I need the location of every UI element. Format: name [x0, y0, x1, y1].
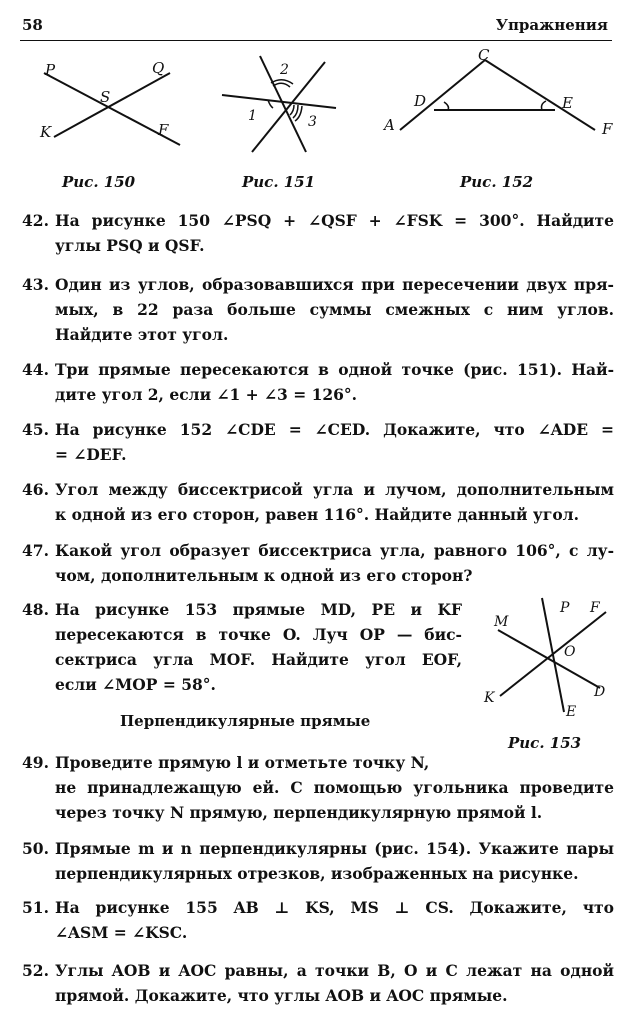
label-3: 3	[308, 114, 317, 130]
problem-44: 44. Три прямые пересекаются в одной точке (рис. 151). Най- дите угол 2, если ∠1 + ∠3 = 126°.	[22, 357, 614, 407]
label-c: C	[478, 46, 490, 64]
figure-152	[380, 48, 620, 148]
header-rule	[20, 40, 612, 41]
page-number: 58	[22, 16, 43, 34]
figure-153	[478, 592, 618, 722]
problem-number: 50.	[22, 839, 49, 858]
figure-150	[30, 55, 190, 165]
label-1: 1	[248, 108, 257, 124]
label-f: F	[590, 600, 600, 616]
label-f: F	[158, 121, 169, 139]
problem-number: 49.	[22, 753, 49, 772]
caption-fig-151: Рис. 151	[242, 173, 316, 191]
label-p: P	[560, 600, 570, 616]
label-2: 2	[280, 62, 289, 78]
problem-42: 42. На рисунке 150 ∠PSQ + ∠QSF + ∠FSK = 300°. Найдите углы PSQ и QSF.	[22, 208, 614, 258]
problem-48: 48. На рисунке 153 прямые MD, PE и KF пересекаются в точке O. Луч OP — бис- сектриса угла MOF. Найдите угол EOF, если ∠MOP = 58°.	[22, 597, 462, 697]
problem-47: 47. Какой угол образует биссектриса угла, равного 106°, с лу- чом, дополнительным к одной из его сторон?	[22, 538, 614, 588]
segment-cf	[485, 60, 595, 130]
label-o: O	[564, 644, 576, 660]
arc-e	[542, 101, 547, 110]
problem-46: 46. Угол между биссектрисой угла и лучом, дополнительным к одной из его сторон, равен 116°. Найдите данный угол.	[22, 477, 614, 527]
problem-number: 44.	[22, 360, 49, 379]
label-f: F	[602, 120, 613, 138]
problem-52: 52. Углы AOB и AOC равны, а точки B, O и C лежат на одной прямой. Докажите, что углы AOB и AOC прямые.	[22, 958, 614, 1008]
problem-number: 47.	[22, 541, 49, 560]
arc-d	[444, 102, 449, 110]
label-e: E	[562, 94, 573, 112]
caption-fig-150: Рис. 150	[62, 173, 136, 191]
problem-number: 46.	[22, 480, 49, 499]
problem-49: 49. Проведите прямую l и отметьте точку N, не принадлежащую ей. С помощью угольника проведите через точку N прямую, перпендикулярную прямой l.	[22, 750, 614, 825]
problem-number: 51.	[22, 898, 49, 917]
problem-45: 45. На рисунке 152 ∠CDE = ∠CED. Докажите, что ∠ADE = = ∠DEF.	[22, 417, 614, 467]
problem-number: 43.	[22, 275, 49, 294]
problem-50: 50. Прямые m и n перпендикулярны (рис. 154). Укажите пары перпендикулярных отрезков, изображенных на рисунке.	[22, 836, 614, 886]
label-k: K	[40, 123, 52, 141]
running-header: Упражнения	[495, 16, 608, 34]
caption-fig-152: Рис. 152	[460, 173, 534, 191]
label-e: E	[566, 704, 577, 720]
arc-3	[290, 105, 294, 115]
problem-number: 45.	[22, 420, 49, 439]
label-q: Q	[152, 59, 165, 77]
label-m: M	[494, 614, 509, 630]
caption-fig-153: Рис. 153	[508, 734, 582, 752]
label-s: S	[100, 88, 111, 106]
label-d: D	[594, 684, 606, 700]
segment-ac	[400, 60, 485, 130]
problem-number: 48.	[22, 600, 49, 619]
section-heading: Перпендикулярные прямые	[120, 712, 371, 730]
problem-51: 51. На рисунке 155 AB ⊥ KS, MS ⊥ CS. Докажите, что ∠ASM = ∠KSC.	[22, 895, 614, 945]
problem-number: 42.	[22, 211, 49, 230]
label-d: D	[414, 92, 427, 110]
figure-151	[210, 48, 345, 163]
line-kq	[54, 73, 170, 137]
label-k: K	[484, 690, 495, 706]
problem-43: 43. Один из углов, образовавшихся при пересечении двух пря- мых, в 22 раза больше суммы смежных с ним углов. Найдите этот угол.	[22, 272, 614, 347]
problem-number: 52.	[22, 961, 49, 980]
label-a: A	[384, 116, 395, 134]
label-p: P	[45, 61, 56, 79]
